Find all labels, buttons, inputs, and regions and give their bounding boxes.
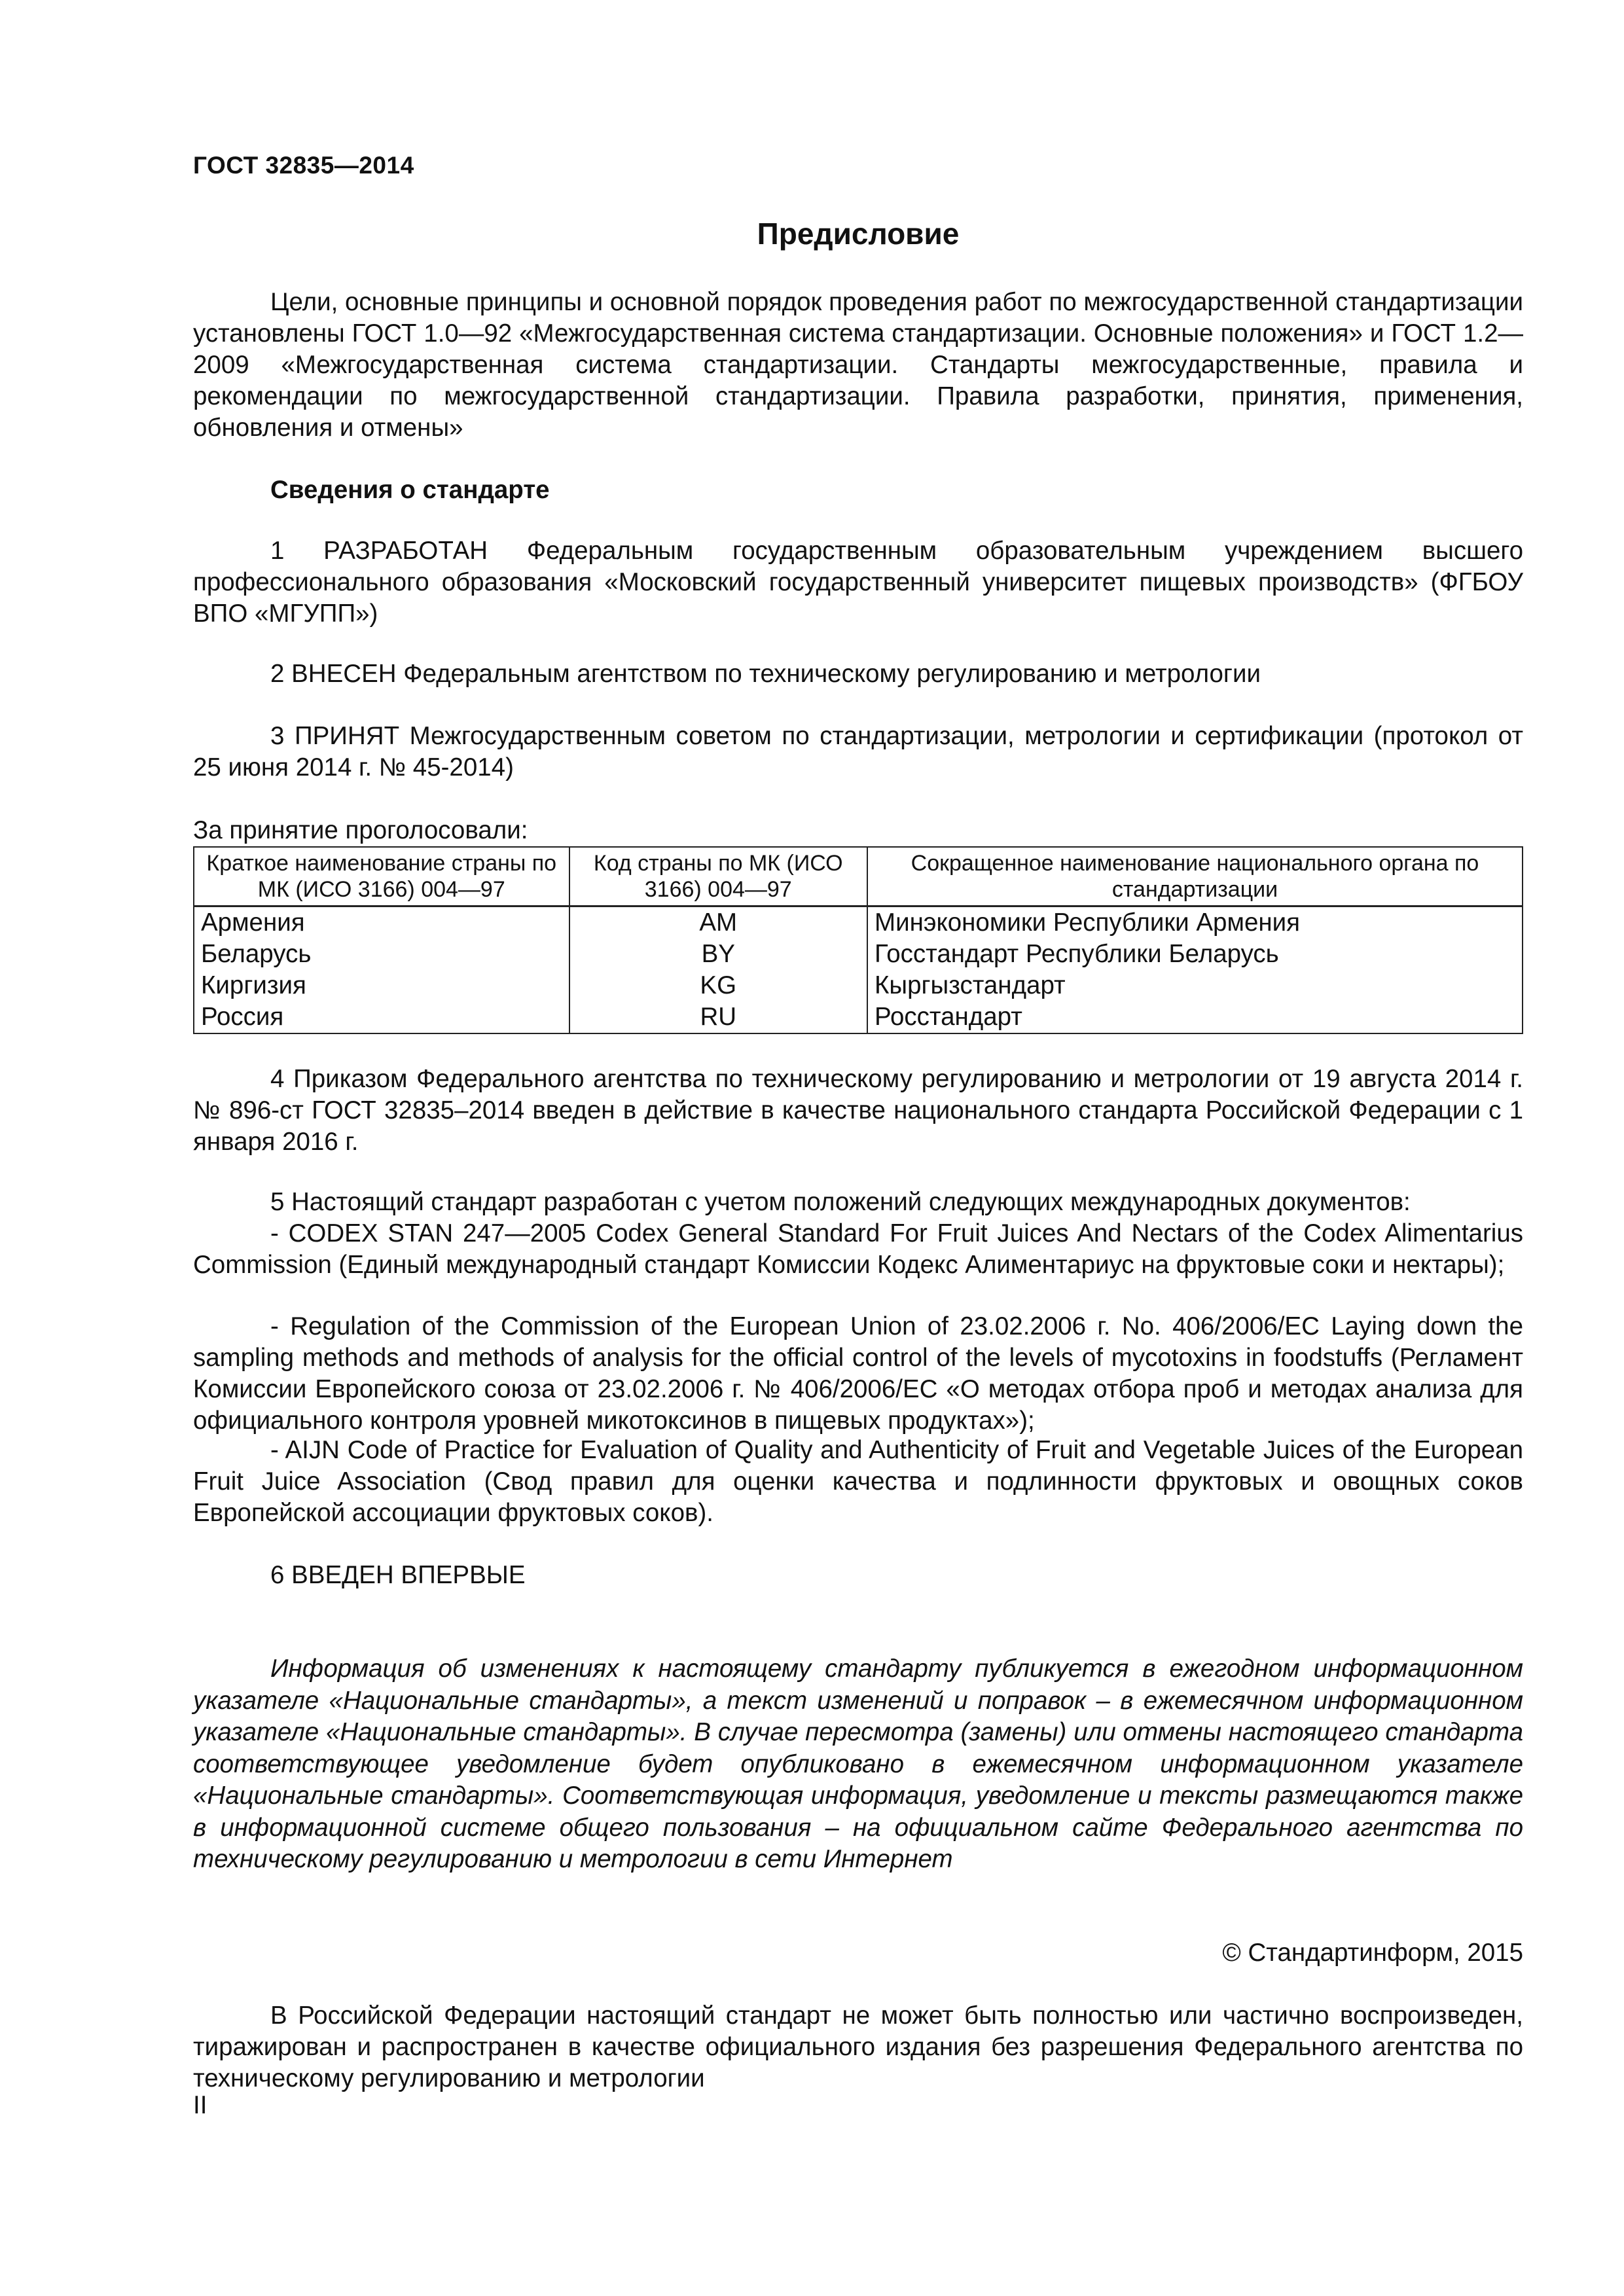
- item-5-lead: 5 Настоящий стандарт разработан с учетом положений следующих международных документов:: [270, 1188, 1411, 1216]
- table-header-row: [194, 847, 1523, 906]
- item-3-adopted: 3 ПРИНЯТ Межгосударственным советом по стандартизации, метрологии и сертификации (протокол от 25 июня 2014 г. № 45-2014): [193, 722, 1523, 781]
- intro-paragraph: Цели, основные принципы и основной порядок проведения работ по межгосударственной стандартизации установлены ГОСТ 1.0—92 «Межгосударственная система стандартизации. Основные положения» и ГОСТ 1.2—2009 «Межгосударственная система стандартизации. Стандарты межгосударственные, правила и рекомендации по межгосударственной стандартизации. Правила разработки, принятия, применения, обновления и отмены»: [193, 288, 1523, 442]
- body-cell: Кыргызстандарт: [867, 970, 1523, 1001]
- table-row: [194, 906, 1523, 939]
- table-row: [194, 970, 1523, 1001]
- body-cell: Госстандарт Республики Беларусь: [867, 939, 1523, 970]
- country-cell: Беларусь: [194, 939, 569, 970]
- header-country-name: Краткое наименование страны по МК (ИСО 3166) 004—97: [194, 847, 569, 906]
- page-number: II: [193, 2091, 208, 2119]
- country-cell: Россия: [194, 1001, 569, 1033]
- item-5-doc-aijn: - AIJN Code of Practice for Evaluation of Quality and Authenticity of Fruit and Vegetable Juices of the European Fruit Juice Association (Свод правил для оценки качества и подлинности фруктовых и овощных соков Европейской ассоциации фруктовых соков).: [193, 1436, 1523, 1527]
- item-6-introduced: 6 ВВЕДЕН ВПЕРВЫЕ: [270, 1561, 526, 1589]
- item-5-doc-codex: - CODEX STAN 247—2005 Codex General Standard For Fruit Juices And Nectars of the Codex Alimentarius Commission (Единый международный стандарт Комиссии Кодекс Алиментариус на фруктовые соки и нектары);: [193, 1219, 1523, 1279]
- body-cell: Росстандарт: [867, 1001, 1523, 1033]
- code-cell: AM: [569, 906, 868, 939]
- about-standard-heading: Сведения о стандарте: [270, 476, 550, 504]
- header-country-code: Код страны по МК (ИСО 3166) 004—97: [569, 847, 868, 906]
- changes-info-notice: Информация об изменениях к настоящему стандарту публикуется в ежегодном информационном указателе «Национальные стандарты», а текст изменений и поправок – в ежемесячном информационном указателе «Национальные стандарты». В случае пересмотра (замены) или отмены настоящего стандарта соответствующее уведомление будет опубликовано в ежемесячном информационном указателе «Национальные стандарты». Соответствующая информация, уведомление и тексты размещаются также в информационной системе общего пользования – на официальном сайте Федерального агентства по техническому регулированию и метрологии в сети Интернет: [193, 1655, 1523, 1873]
- item-2-submitted: 2 ВНЕСЕН Федеральным агентством по техническому регулированию и метрологии: [270, 660, 1261, 688]
- document-code: ГОСТ 32835—2014: [193, 152, 414, 179]
- item-1-developed: 1 РАЗРАБОТАН Федеральным государственным образовательным учреждением высшего профессионального образования «Московский государственный университет пищевых производств» (ФГБОУ ВПО «МГУПП»): [193, 537, 1523, 628]
- code-cell: KG: [569, 970, 868, 1001]
- copyright: © Стандартинформ, 2015: [1222, 1939, 1523, 1967]
- country-cell: Армения: [194, 906, 569, 939]
- document-page: [193, 0, 1523, 2296]
- item-5-doc-eu-regulation: - Regulation of the Commission of the European Union of 23.02.2006 г. No. 406/2006/EC Laying down the sampling methods and methods of analysis for the official control of the levels of mycotoxins in foodstuffs (Регламент Комиссии Европейского союза от 23.02.2006 г. № 406/2006/ЕС «О методах отбора проб и методах анализа для официального контроля уровней микотоксинов в пищевых продуктах»);: [193, 1312, 1523, 1435]
- reproduction-notice: В Российской Федерации настоящий стандарт не может быть полностью или частично воспроизведен, тиражирован и распространен в качестве официального издания без разрешения Федерального агентства по техническому регулированию и метрологии: [193, 2001, 1523, 2092]
- table-row: [194, 1001, 1523, 1033]
- table-row: [194, 939, 1523, 970]
- item-4-order: 4 Приказом Федерального агентства по техническому регулированию и метрологии от 19 августа 2014 г. № 896-ст ГОСТ 32835–2014 введен в действие в качестве национального стандарта Российской Федерации с 1 января 2016 г.: [193, 1065, 1523, 1156]
- country-cell: Киргизия: [194, 970, 569, 1001]
- header-standards-body: Сокращенное наименование национального органа по стандартизации: [867, 847, 1523, 906]
- body-cell: Минэкономики Республики Армения: [867, 906, 1523, 939]
- page-title: Предисловие: [757, 217, 960, 251]
- votes-table: [193, 846, 1523, 1034]
- votes-label: За принятие проголосовали:: [193, 816, 528, 844]
- code-cell: RU: [569, 1001, 868, 1033]
- code-cell: BY: [569, 939, 868, 970]
